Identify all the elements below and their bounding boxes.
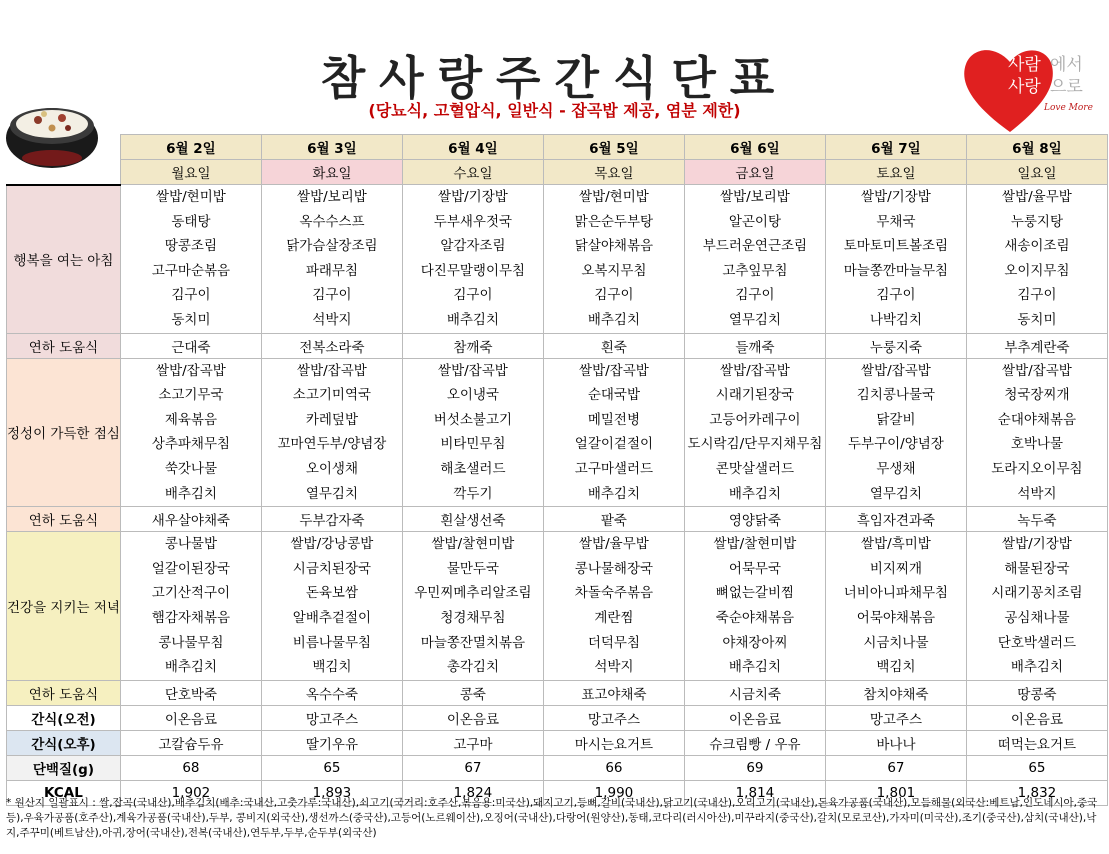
day-weekday: 수요일 <box>402 160 543 185</box>
menu-item: 청경채무침 <box>440 609 506 626</box>
menu-item: 비지찌개 <box>869 560 922 577</box>
menu-item: 쌀밥/잡곡밥 <box>579 362 649 379</box>
menu-item: 고추잎무침 <box>722 262 788 279</box>
menu-item: 죽순야채볶음 <box>715 609 795 626</box>
menu-item: 무채국 <box>876 213 916 230</box>
menu-item: 열무김치 <box>869 485 922 502</box>
menu-item: 파래무침 <box>305 262 358 279</box>
menu-item: 알배추겉절이 <box>292 609 372 626</box>
menu-item: 쌀밥/율무밥 <box>579 536 649 553</box>
snack_am-cell: 망고주스 <box>261 705 402 730</box>
menu-item: 열무김치 <box>305 485 358 502</box>
soft-meal-cell: 흰죽 <box>543 333 684 358</box>
menu-item: 콩나물해장국 <box>574 560 654 577</box>
menu-item: 배추김치 <box>728 485 781 502</box>
soft-meal-label: 연하 도움식 <box>7 680 121 705</box>
snack_pm-cell: 바나나 <box>825 730 966 755</box>
menu-item: 오이생채 <box>305 460 358 477</box>
menu-item: 소고기미역국 <box>292 387 372 404</box>
menu-item: 비타민무침 <box>440 436 506 453</box>
menu-item: 쌀밥/강낭콩밥 <box>290 536 374 553</box>
menu-item: 땅콩조림 <box>164 238 217 255</box>
meal-cell <box>402 358 543 507</box>
meal-cell <box>120 532 261 681</box>
soft-meal-label: 연하 도움식 <box>7 333 121 358</box>
soft-meal-cell: 전복소라죽 <box>261 333 402 358</box>
meal-cell <box>825 358 966 507</box>
menu-item: 야채장아찌 <box>722 634 788 651</box>
menu-item: 마늘쫑깐마늘무침 <box>843 262 949 279</box>
menu-item: 단호박샐러드 <box>997 634 1077 651</box>
snack_am-cell: 망고주스 <box>825 705 966 730</box>
menu-item: 김구이 <box>453 287 493 304</box>
menu-item: 계란찜 <box>594 609 634 626</box>
menu-item: 두부구이/양념장 <box>848 436 944 453</box>
menu-item: 콘맛살샐러드 <box>715 460 795 477</box>
menu-item: 백김치 <box>876 659 916 676</box>
menu-item: 도시락김/단무지채무침 <box>687 436 823 453</box>
kcal-cell: 1,832 <box>966 780 1107 805</box>
menu-item: 총각김치 <box>446 659 499 676</box>
menu-item: 쌀밥/잡곡밥 <box>720 362 790 379</box>
soft-meal-cell: 참깨죽 <box>402 333 543 358</box>
menu-item: 콩나물무침 <box>158 634 224 651</box>
menu-item: 뼈없는갈비찜 <box>715 585 795 602</box>
day-weekday: 월요일 <box>120 160 261 185</box>
menu-item: 동치미 <box>171 311 211 328</box>
menu-item: 쌀밥/현미밥 <box>579 189 649 205</box>
row-label: 간식(오전) <box>7 705 121 730</box>
kcal-cell: 1,824 <box>402 780 543 805</box>
menu-item: 쌀밥/기장밥 <box>438 189 508 205</box>
menu-item: 너비아니파채무침 <box>843 585 949 602</box>
meal-cell <box>684 185 825 334</box>
menu-item: 오복지무침 <box>581 262 647 279</box>
meal-cell <box>402 532 543 681</box>
meal-cell <box>966 532 1107 681</box>
kcal-cell: 1,814 <box>684 780 825 805</box>
day-date: 6월 4일 <box>402 135 543 160</box>
menu-item: 김치콩나물국 <box>856 387 936 404</box>
soft-meal-cell: 옥수수죽 <box>261 680 402 705</box>
kcal-cell: 1,902 <box>120 780 261 805</box>
soft-meal-cell: 땅콩죽 <box>966 680 1107 705</box>
meal-cell <box>543 532 684 681</box>
menu-item: 고구마샐러드 <box>574 460 654 477</box>
menu-item: 알감자조림 <box>440 238 506 255</box>
menu-item: 호박나물 <box>1010 436 1063 453</box>
menu-item: 동태탕 <box>171 213 211 230</box>
logo-text-1: 사람 <box>1008 55 1041 75</box>
menu-item: 고구마순볶음 <box>151 262 231 279</box>
day-date: 6월 8일 <box>966 135 1107 160</box>
menu-item: 쌀밥/잡곡밥 <box>297 362 367 379</box>
menu-item: 쌀밥/잡곡밥 <box>438 362 508 379</box>
menu-item: 부드러운연근조림 <box>702 238 808 255</box>
meal-cell <box>684 532 825 681</box>
menu-item: 어묵야채볶음 <box>856 609 936 626</box>
snack_pm-cell: 슈크림빵 / 우유 <box>684 730 825 755</box>
menu-item: 배추김치 <box>446 311 499 328</box>
menu-item: 해초샐러드 <box>440 460 506 477</box>
meal-cell <box>261 185 402 334</box>
page-title: 참사랑주간식단표 <box>320 51 789 105</box>
snack_am-cell: 이온음료 <box>402 705 543 730</box>
meal-label: 행복을 여는 아침 <box>7 185 121 334</box>
menu-item: 쌀밥/잡곡밥 <box>1002 362 1072 379</box>
meal-cell <box>120 358 261 507</box>
meal-cell <box>684 358 825 507</box>
soft-meal-cell: 새우살야채죽 <box>120 507 261 532</box>
menu-item: 쌀밥/기장밥 <box>861 189 931 205</box>
menu-item: 석박지 <box>312 311 352 328</box>
snack_am-cell: 이온음료 <box>966 705 1107 730</box>
meal-cell <box>825 185 966 334</box>
menu-item: 김구이 <box>312 287 352 304</box>
row-label: KCAL <box>7 780 121 805</box>
day-weekday: 토요일 <box>825 160 966 185</box>
menu-item: 배추김치 <box>164 485 217 502</box>
menu-item: 김구이 <box>876 287 916 304</box>
menu-item: 쌀밥/찰현미밥 <box>713 536 797 553</box>
menu-item: 마늘쫑잔멸치볶음 <box>420 634 526 651</box>
menu-item: 해물된장국 <box>1004 560 1070 577</box>
menu-item: 김구이 <box>171 287 211 304</box>
snack_pm-cell: 고구마 <box>402 730 543 755</box>
day-weekday: 금요일 <box>684 160 825 185</box>
snack_am-cell: 이온음료 <box>684 705 825 730</box>
protein-cell: 69 <box>684 755 825 780</box>
day-weekday: 목요일 <box>543 160 684 185</box>
soft-meal-cell: 참치야채죽 <box>825 680 966 705</box>
menu-item: 석박지 <box>594 659 634 676</box>
kcal-cell: 1,801 <box>825 780 966 805</box>
meal-label: 건강을 지키는 저녁 <box>7 532 121 681</box>
menu-item: 두부새우젓국 <box>433 213 513 230</box>
menu-item: 깍두기 <box>453 485 493 502</box>
menu-item: 공심채나물 <box>1004 609 1070 626</box>
menu-item: 시래기꽁치조림 <box>991 585 1083 602</box>
menu-item: 쑥갓나물 <box>164 460 217 477</box>
menu-item: 동치미 <box>1017 311 1057 328</box>
menu-item: 닭갈비 <box>876 411 916 428</box>
soft-meal-cell: 누룽지죽 <box>825 333 966 358</box>
soft-meal-label: 연하 도움식 <box>7 507 121 532</box>
menu-item: 제육볶음 <box>164 411 217 428</box>
menu-item: 누룽지탕 <box>1010 213 1063 230</box>
menu-item: 오이냉국 <box>446 387 499 404</box>
menu-item: 배추김치 <box>587 311 640 328</box>
menu-item: 메밀전병 <box>587 411 640 428</box>
menu-item: 쌀밥/보리밥 <box>720 189 790 205</box>
menu-item: 우민찌메추리알조림 <box>414 585 532 602</box>
logo-text-2: 사랑 <box>1008 77 1041 97</box>
menu-item: 쌀밥/잡곡밥 <box>861 362 931 379</box>
snack_pm-cell: 떠먹는요거트 <box>966 730 1107 755</box>
menu-item: 배추김치 <box>587 485 640 502</box>
menu-item: 더덕무침 <box>587 634 640 651</box>
soft-meal-cell: 근대죽 <box>120 333 261 358</box>
soft-meal-cell: 단호박죽 <box>120 680 261 705</box>
menu-item: 고등어카레구이 <box>709 411 801 428</box>
menu-item: 배추김치 <box>728 659 781 676</box>
meal-cell <box>543 185 684 334</box>
snack_am-cell: 망고주스 <box>543 705 684 730</box>
menu-item: 백김치 <box>312 659 352 676</box>
row-label: 단백질(g) <box>7 755 121 780</box>
menu-item: 비름나물무침 <box>292 634 372 651</box>
menu-item: 김구이 <box>594 287 634 304</box>
protein-cell: 66 <box>543 755 684 780</box>
day-date: 6월 5일 <box>543 135 684 160</box>
menu-item: 새송이조림 <box>1004 238 1070 255</box>
menu-item: 쌀밥/율무밥 <box>1002 189 1072 205</box>
menu-item: 쌀밥/흑미밥 <box>861 536 931 553</box>
protein-cell: 65 <box>261 755 402 780</box>
soft-meal-cell: 콩죽 <box>402 680 543 705</box>
meal-cell <box>120 185 261 334</box>
logo-script: Love More <box>1044 103 1093 113</box>
menu-item: 시금치나물 <box>863 634 929 651</box>
menu-item: 김구이 <box>735 287 775 304</box>
menu-item: 쌀밥/잡곡밥 <box>156 362 226 379</box>
day-weekday: 일요일 <box>966 160 1107 185</box>
meal-cell <box>261 358 402 507</box>
menu-item: 꼬마연두부/양념장 <box>277 436 387 453</box>
menu-item: 알곤이탕 <box>728 213 781 230</box>
meal-label: 정성이 가득한 점심 <box>7 358 121 507</box>
soft-meal-cell: 흰살생선죽 <box>402 507 543 532</box>
heart-logo <box>958 40 1098 136</box>
kcal-cell: 1,893 <box>261 780 402 805</box>
menu-item: 무생채 <box>876 460 916 477</box>
menu-item: 배추김치 <box>1010 659 1063 676</box>
menu-item: 토마토미트볼조림 <box>843 238 949 255</box>
day-weekday: 화요일 <box>261 160 402 185</box>
day-date: 6월 3일 <box>261 135 402 160</box>
menu-item: 카레덮밥 <box>305 411 358 428</box>
snack_pm-cell: 고칼슘두유 <box>120 730 261 755</box>
menu-item: 얼갈이된장국 <box>151 560 231 577</box>
weekly-menu-table <box>6 134 1108 806</box>
menu-item: 쌀밥/찰현미밥 <box>431 536 515 553</box>
meal-cell <box>966 185 1107 334</box>
menu-item: 상추파채무침 <box>151 436 231 453</box>
menu-item: 쌀밥/보리밥 <box>297 189 367 205</box>
row-label: 간식(오후) <box>7 730 121 755</box>
menu-item: 물만두국 <box>446 560 499 577</box>
menu-item: 햄감자채볶음 <box>151 609 231 626</box>
menu-item: 닭살야채볶음 <box>574 238 654 255</box>
menu-item: 콩나물밥 <box>164 536 217 553</box>
meal-cell <box>402 185 543 334</box>
meal-cell <box>261 532 402 681</box>
soft-meal-cell: 부추계란죽 <box>966 333 1107 358</box>
meal-cell <box>825 532 966 681</box>
menu-item: 차돌숙주볶음 <box>574 585 654 602</box>
soft-meal-cell: 들깨죽 <box>684 333 825 358</box>
menu-item: 청국장찌개 <box>1004 387 1070 404</box>
day-date: 6월 7일 <box>825 135 966 160</box>
protein-cell: 68 <box>120 755 261 780</box>
logo-text-4: 으로 <box>1050 77 1083 97</box>
menu-item: 순대국밥 <box>587 387 640 404</box>
logo-text-3: 에서 <box>1050 55 1083 75</box>
protein-cell: 67 <box>825 755 966 780</box>
menu-item: 버섯소불고기 <box>433 411 513 428</box>
origin-note: * 원산지 일괄표시 : 쌀,잡곡(국내산),배추김치(배추:국내산,고춧가루:국내산),쇠고기(국거리:호주산,볶음용:미국산),돼지고기,등뼈,갈비(국내산),닭고기(국내산),오리고기(국내산),돈육가공품(국내산),모듬해물(외국산:베트남,인도네시아,중국등),우육가공품(호주산),계육가공품(국내산),두부, 콩비지(외국산),생선까스(중국산),고등어(노르웨이산),오징어(국내산),다랑어(원양산),동태,코다리(러시아산),미꾸라지(중국산),갈치(모로코산),가자미(미국산),조기(중국산),삼치(국내산),낙지,주꾸미(베트남산),아귀,장어(국내산),전복(국내산),연두부,두부,순두부(외국산) <box>6 797 1098 839</box>
day-date: 6월 6일 <box>684 135 825 160</box>
soft-meal-cell: 팥죽 <box>543 507 684 532</box>
menu-item: 시래기된장국 <box>715 387 795 404</box>
soft-meal-cell: 흑임자견과죽 <box>825 507 966 532</box>
menu-item: 옥수수스프 <box>299 213 365 230</box>
snack_pm-cell: 딸기우유 <box>261 730 402 755</box>
meal-cell <box>966 358 1107 507</box>
menu-item: 도라지오이무침 <box>991 460 1083 477</box>
menu-item: 쌀밥/현미밥 <box>156 189 226 205</box>
soft-meal-cell: 시금치죽 <box>684 680 825 705</box>
day-date: 6월 2일 <box>120 135 261 160</box>
soft-meal-cell: 표고야채죽 <box>543 680 684 705</box>
corner-cell <box>7 135 121 185</box>
menu-item: 맑은순두부탕 <box>574 213 654 230</box>
menu-item: 석박지 <box>1017 485 1057 502</box>
meal-cell <box>543 358 684 507</box>
menu-item: 어묵무국 <box>728 560 781 577</box>
menu-item: 순대야채볶음 <box>997 411 1077 428</box>
menu-item: 열무김치 <box>728 311 781 328</box>
menu-item: 돈육보쌈 <box>305 585 358 602</box>
soft-meal-cell: 영양닭죽 <box>684 507 825 532</box>
menu-item: 소고기무국 <box>158 387 224 404</box>
menu-item: 오이지무침 <box>1004 262 1070 279</box>
menu-item: 배추김치 <box>164 659 217 676</box>
protein-cell: 67 <box>402 755 543 780</box>
menu-item: 고기산적구이 <box>151 585 231 602</box>
menu-item: 쌀밥/기장밥 <box>1002 536 1072 553</box>
kcal-cell: 1,990 <box>543 780 684 805</box>
soft-meal-cell: 녹두죽 <box>966 507 1107 532</box>
menu-item: 시금치된장국 <box>292 560 372 577</box>
menu-item: 다진무말랭이무침 <box>420 262 526 279</box>
protein-cell: 65 <box>966 755 1107 780</box>
page-subtitle: (당뇨식, 고혈압식, 일반식 - 잡곡밥 제공, 염분 제한) <box>368 101 741 120</box>
menu-item: 나박김치 <box>869 311 922 328</box>
snack_am-cell: 이온음료 <box>120 705 261 730</box>
menu-item: 김구이 <box>1017 287 1057 304</box>
menu-item: 닭가슴살장조림 <box>286 238 378 255</box>
snack_pm-cell: 마시는요거트 <box>543 730 684 755</box>
menu-item: 얼갈이겉절이 <box>574 436 654 453</box>
soft-meal-cell: 두부감자죽 <box>261 507 402 532</box>
